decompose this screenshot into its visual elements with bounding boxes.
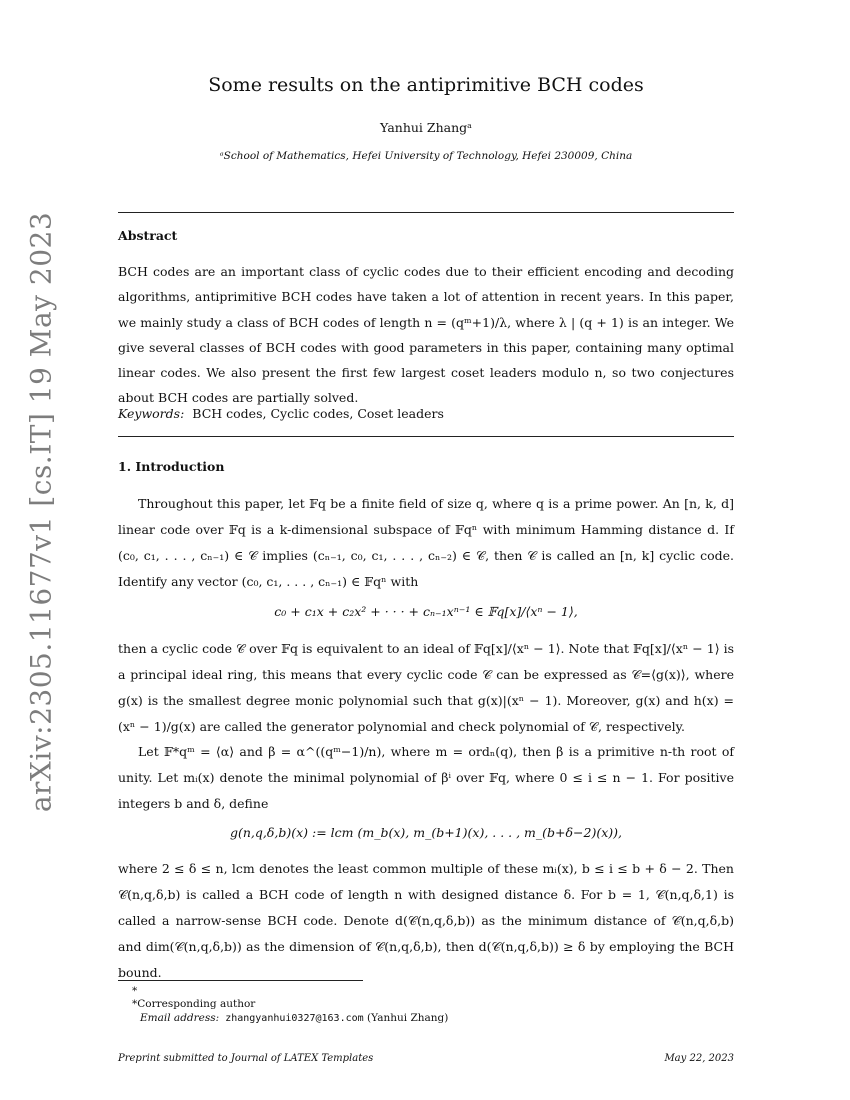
email-address[interactable]: zhangyanhui0327@163.com	[225, 1013, 364, 1024]
top-divider	[118, 212, 734, 213]
author-affiliation: ᵃSchool of Mathematics, Hefei University of Technology, Hefei 230009, China	[219, 150, 633, 162]
intro-paragraph-3: Let 𝔽*qᵐ = ⟨α⟩ and β = α^((qᵐ−1)/n), where m = ordₙ(q), then β is a primitive n-th root of unity. Let mᵢ(x) denote the minimal polynomial of βⁱ over 𝔽q, where 0 ≤ i ≤ n − 1. For positive integers b and δ, define	[118, 744, 734, 811]
footer-date: May 22, 2023	[664, 1053, 734, 1064]
section-heading-introduction: 1. Introduction	[118, 459, 225, 474]
footnote-email	[140, 1012, 448, 1024]
arxiv-sidebar-stamp	[20, 211, 62, 813]
intro-paragraph-2: then a cyclic code 𝒞 over 𝔽q is equivalent to an ideal of 𝔽q[x]/⟨xⁿ − 1⟩. Note that 𝔽q[x]/⟨xⁿ − 1⟩ is a principal ideal ring, this means that every cyclic code 𝒞 can be expressed as 𝒞=⟨g(x)⟩, where g(x) is the smallest degree monic polynomial such that g(x)|(xⁿ − 1). Moreover, g(x) and h(x) = (xⁿ − 1)/g(x) are called the generator polynomial and check polynomial of 𝒞, respectively.	[118, 641, 734, 734]
arxiv-id: arXiv:2305.11677v1 [cs.IT] 19 May 2023	[24, 211, 58, 813]
intro-paragraph-1: Throughout this paper, let 𝔽q be a finite field of size q, where q is a prime power. An [n, k, d] linear code over 𝔽q is a k-dimensional subspace of 𝔽qⁿ with minimum Hamming distance d. If (c₀, c₁, . . . , cₙ₋₁) ∈ 𝒞 implies (cₙ₋₁, c₀, c₁, . . . , cₙ₋₂) ∈ 𝒞, then 𝒞 is called an [n, k] cyclic code. Identify any vector (c₀, c₁, . . . , cₙ₋₁) ∈ 𝔽qⁿ with	[118, 496, 734, 589]
paper-title: Some results on the antiprimitive BCH codes	[208, 74, 644, 96]
email-label: Email address:	[140, 1012, 220, 1024]
footer-preprint-note: Preprint submitted to Journal of LATEX Templates	[118, 1053, 374, 1064]
footnote-corresponding: *Corresponding author	[132, 998, 256, 1010]
intro-paragraph-4: where 2 ≤ δ ≤ n, lcm denotes the least common multiple of these mᵢ(x), b ≤ i ≤ b + δ − 2. Then 𝒞(n,q,δ,b) is called a BCH code of length n with designed distance δ. For b = 1, 𝒞(n,q,δ,1) is called a narrow-sense BCH code. Denote d(𝒞(n,q,δ,b)) as the minimum distance of 𝒞(n,q,δ,b) and dim(𝒞(n,q,δ,b)) as the dimension of 𝒞(n,q,δ,b), then d(𝒞(n,q,δ,b)) ≥ δ by employing the BCH bound.	[118, 861, 734, 980]
keywords-label: Keywords:	[118, 406, 185, 421]
email-owner: (Yanhui Zhang)	[367, 1012, 449, 1024]
footnote-star: *	[132, 985, 138, 997]
keywords-line	[118, 406, 444, 421]
abstract-text: BCH codes are an important class of cyclic codes due to their efficient encoding and decoding algorithms, antiprimitive BCH codes have taken a lot of attention in recent years. In this paper, we mainly study a class of BCH codes of length n = (qᵐ+1)/λ, where λ | (q + 1) is an integer. We give several classes of BCH codes with good parameters in this paper, containing many optimal linear codes. We also present the first few largest coset leaders modulo n, so two conjectures about BCH codes are partially solved.	[118, 264, 734, 406]
equation-polynomial: c₀ + c₁x + c₂x² + · · · + cₙ₋₁xⁿ⁻¹ ∈ 𝔽q[x]/⟨xⁿ − 1⟩,	[274, 604, 578, 619]
keywords-list: BCH codes, Cyclic codes, Coset leaders	[192, 406, 444, 421]
abstract-bottom-divider	[118, 436, 734, 437]
footnote-divider	[118, 980, 363, 981]
abstract-heading: Abstract	[118, 228, 178, 243]
author-name: Yanhui Zhangᵃ	[380, 120, 472, 135]
equation-generator: g(n,q,δ,b)(x) := lcm (m_b(x), m_(b+1)(x), . . . , m_(b+δ−2)(x)),	[229, 825, 622, 840]
